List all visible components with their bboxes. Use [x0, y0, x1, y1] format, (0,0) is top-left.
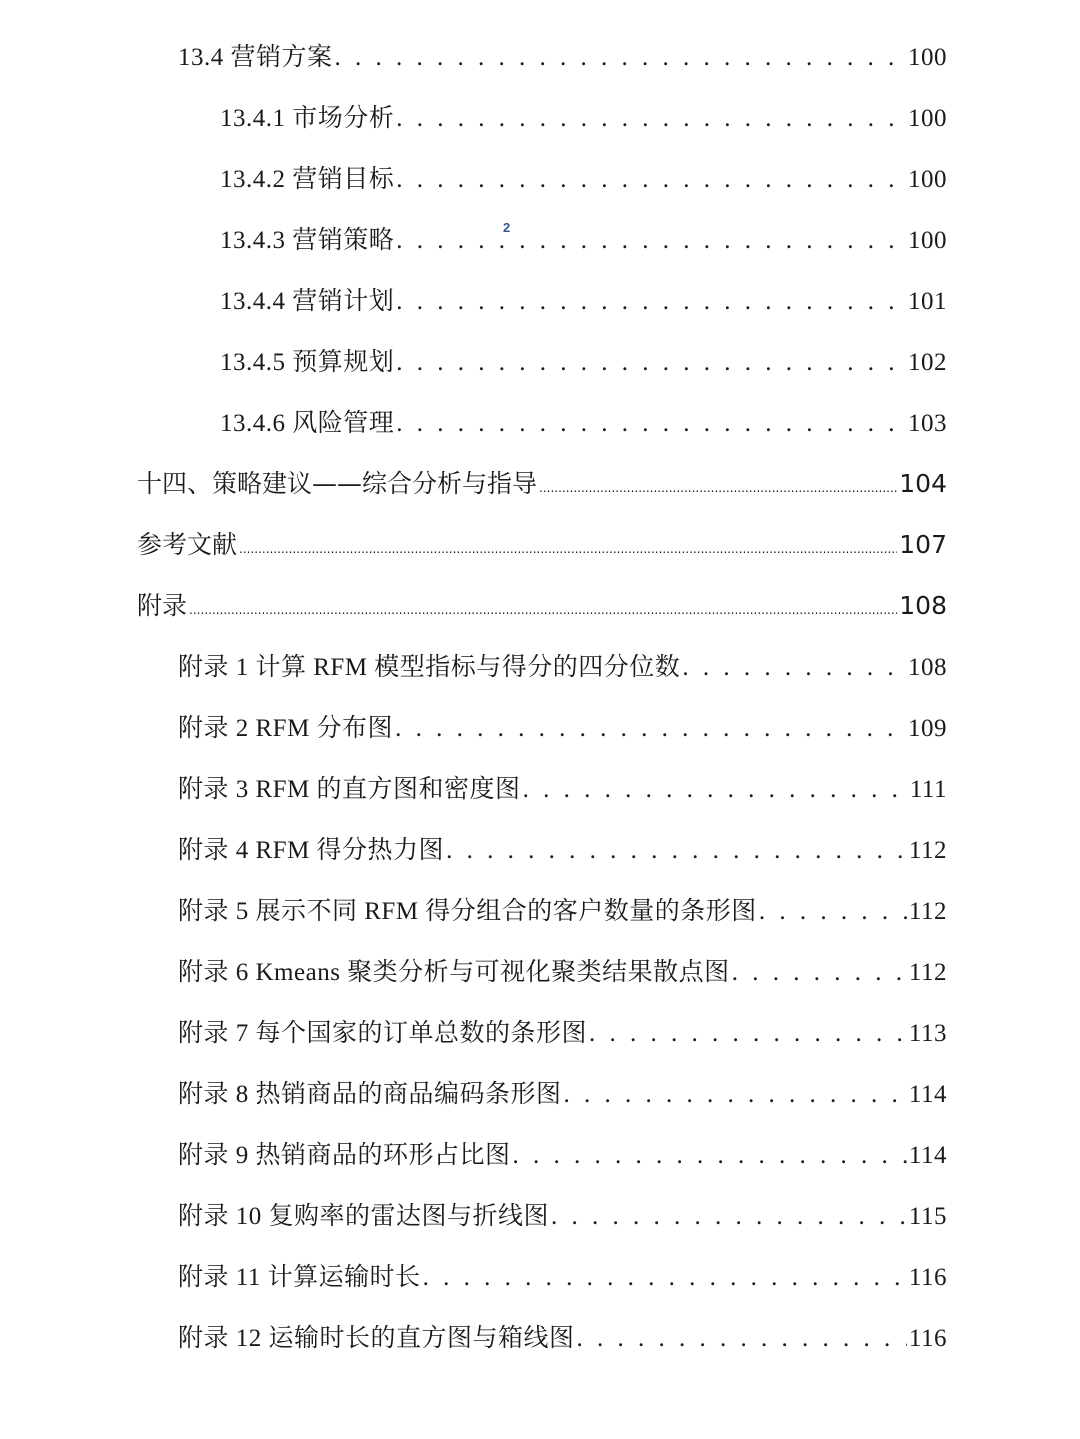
dot-leader — [396, 227, 906, 255]
toc-entry-page: 104 — [899, 469, 947, 498]
toc-entry-page: 109 — [908, 715, 947, 742]
toc-entry-label: 附录 3 RFM 的直方图和密度图 — [178, 776, 521, 803]
toc-entry[interactable] — [0, 952, 1080, 1013]
toc-entry-label: 附录 6 Kmeans 聚类分析与可视化聚类结果散点图 — [178, 959, 730, 986]
toc-entry[interactable] — [0, 403, 1080, 464]
toc-entry[interactable] — [0, 281, 1080, 342]
dot-leader — [396, 349, 906, 377]
dot-leader — [189, 591, 897, 620]
toc-entry-label: 十四、策略建议——综合分析与指导 — [137, 469, 538, 498]
toc-entry-page: 115 — [908, 1203, 947, 1230]
toc-entry-label: 附录 12 运输时长的直方图与箱线图 — [178, 1325, 575, 1352]
dot-leader — [551, 1203, 907, 1231]
dot-leader — [396, 166, 906, 194]
toc-entry[interactable] — [0, 464, 1080, 525]
toc-entry[interactable] — [0, 98, 1080, 159]
toc-entry-page: 112 — [908, 898, 947, 925]
toc-entry[interactable] — [0, 37, 1080, 98]
toc-entry-label: 附录 — [137, 591, 188, 620]
toc-entry-page: 116 — [908, 1264, 947, 1291]
dot-leader — [513, 1142, 907, 1170]
toc-entry-label: 13.4.5 预算规划 — [220, 349, 395, 376]
toc-entry[interactable] — [0, 525, 1080, 586]
toc-entry-page: 112 — [908, 959, 947, 986]
toc-entry[interactable] — [0, 1135, 1080, 1196]
toc-entry-page: 100 — [908, 44, 947, 71]
dot-leader — [396, 105, 906, 133]
dot-leader — [682, 654, 906, 682]
toc-entry[interactable] — [0, 708, 1080, 769]
toc-entry-page: 100 — [908, 166, 947, 193]
toc-entry-label: 13.4 营销方案 — [178, 44, 333, 71]
toc-entry-label: 附录 8 热销商品的商品编码条形图 — [178, 1081, 562, 1108]
toc-entry[interactable] — [0, 1318, 1080, 1379]
toc-entry-label: 附录 2 RFM 分布图 — [178, 715, 394, 742]
toc-entry-label: 13.4.1 市场分析 — [220, 105, 395, 132]
toc-entry-label: 13.4.6 风险管理 — [220, 410, 395, 437]
toc-entry-page: 101 — [908, 288, 947, 315]
toc-entry[interactable] — [0, 891, 1080, 952]
toc-entry[interactable] — [0, 1013, 1080, 1074]
toc-entry-page: 112 — [908, 837, 947, 864]
toc-entry-label: 参考文献 — [137, 530, 238, 559]
dot-leader — [335, 44, 906, 72]
toc-entry-page: 114 — [908, 1081, 947, 1108]
dot-leader — [564, 1081, 907, 1109]
toc-entry[interactable] — [0, 1257, 1080, 1318]
toc-entry-label: 附录 11 计算运输时长 — [178, 1264, 421, 1291]
toc-entry-page: 116 — [908, 1325, 947, 1352]
dot-leader — [239, 530, 897, 559]
toc-entry[interactable] — [0, 830, 1080, 891]
toc-entry-label: 附录 7 每个国家的订单总数的条形图 — [178, 1020, 588, 1047]
toc-entry[interactable] — [0, 1196, 1080, 1257]
toc-entry-page: 108 — [908, 654, 947, 681]
dot-leader — [759, 898, 907, 926]
toc-entry-label: 附录 10 复购率的雷达图与折线图 — [178, 1203, 550, 1230]
dot-leader — [396, 288, 906, 316]
dot-leader — [446, 837, 907, 865]
toc-entry-label: 13.4.4 营销计划 — [220, 288, 395, 315]
toc-entry-page: 102 — [908, 349, 947, 376]
toc-entry[interactable] — [0, 769, 1080, 830]
toc-entry-label: 附录 1 计算 RFM 模型指标与得分的四分位数 — [178, 654, 681, 681]
toc-entry[interactable] — [0, 1074, 1080, 1135]
page-marker: 2 — [503, 220, 511, 235]
dot-leader — [732, 959, 907, 987]
toc-entry[interactable] — [0, 220, 1080, 281]
toc-entry-label: 附录 9 热销商品的环形占比图 — [178, 1142, 511, 1169]
dot-leader — [523, 776, 908, 804]
toc-entry-label: 附录 5 展示不同 RFM 得分组合的客户数量的条形图 — [178, 898, 757, 925]
toc-entry-page: 108 — [899, 591, 947, 620]
toc-entry-page: 103 — [908, 410, 947, 437]
dot-leader — [539, 469, 897, 498]
toc-entry-page: 100 — [908, 105, 947, 132]
toc-entry-page: 114 — [908, 1142, 947, 1169]
dot-leader — [589, 1020, 907, 1048]
toc-entry[interactable] — [0, 342, 1080, 403]
toc-entry[interactable] — [0, 647, 1080, 708]
toc-entry-label: 13.4.3 营销策略 — [220, 227, 395, 254]
dot-leader — [577, 1325, 907, 1353]
dot-leader — [395, 715, 906, 743]
toc-entry-page: 100 — [908, 227, 947, 254]
toc-entry-page: 107 — [899, 530, 947, 559]
toc-entry[interactable] — [0, 159, 1080, 220]
toc-entry-label: 附录 4 RFM 得分热力图 — [178, 837, 445, 864]
dot-leader — [396, 410, 906, 438]
table-of-contents — [0, 37, 1080, 1379]
toc-entry-page: 111 — [909, 776, 947, 803]
dot-leader — [423, 1264, 907, 1292]
toc-entry-label: 13.4.2 营销目标 — [220, 166, 395, 193]
toc-entry[interactable] — [0, 586, 1080, 647]
toc-entry-page: 113 — [908, 1020, 947, 1047]
